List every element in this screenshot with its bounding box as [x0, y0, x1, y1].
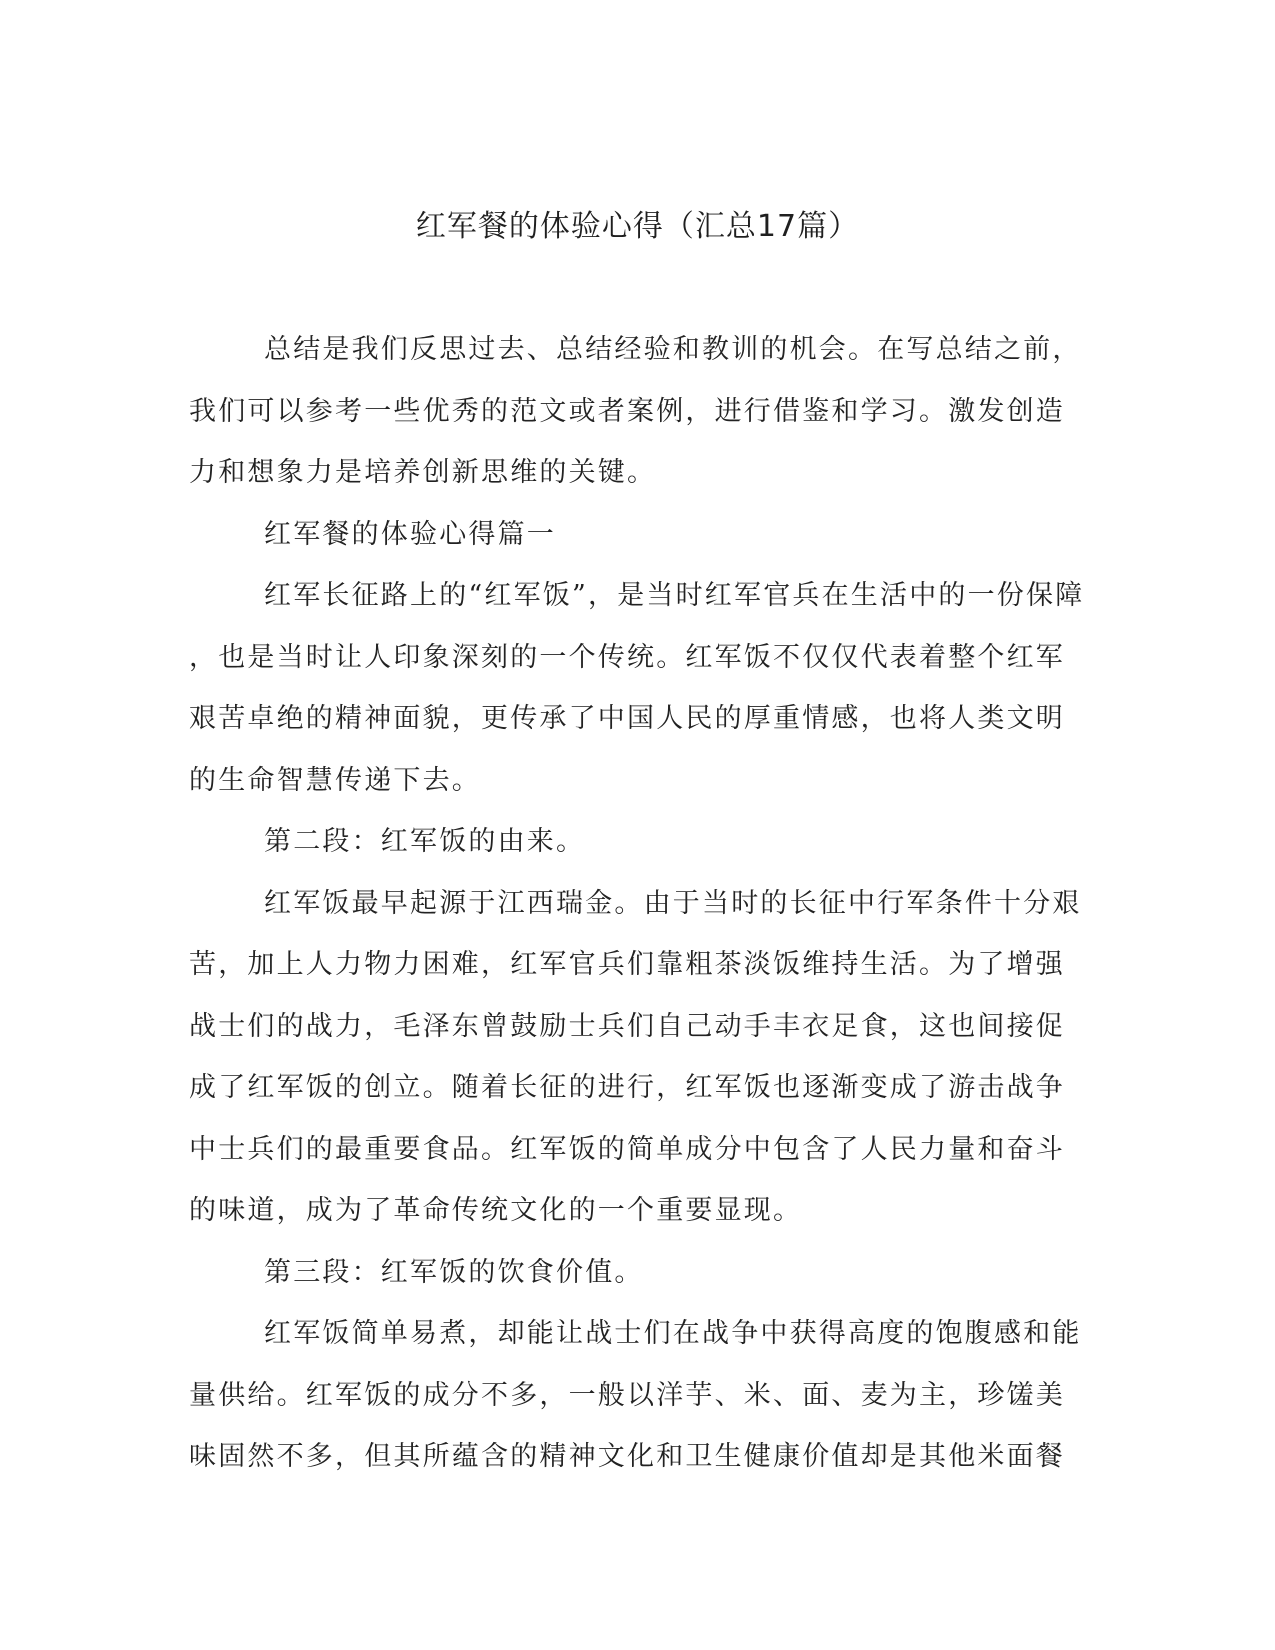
body-line: 量供给。红军饭的成分不多，一般以洋芋、米、面、麦为主，珍馐美 — [189, 1379, 1065, 1411]
body-line: 第三段：红军饭的饮食价值。 — [264, 1256, 644, 1288]
body-line: 的味道，成为了革命传统文化的一个重要显现。 — [189, 1195, 803, 1226]
body-line: 成了红军饭的创立。随着长征的进行，红军饭也逐渐变成了游击战争 — [189, 1072, 1065, 1103]
body-line: 总结是我们反思过去、总结经验和教训的机会。在写总结之前， — [264, 334, 1082, 365]
body-line: 战士们的战力，毛泽东曾鼓励士兵们自己动手丰衣足食，这也间接促 — [189, 1010, 1065, 1042]
body-line: 红军饭简单易煮，却能让战士们在战争中获得高度的饱腹感和能 — [264, 1318, 1082, 1349]
body-line: 第二段：红军饭的由来。 — [264, 826, 586, 857]
document-body — [189, 330, 1085, 1499]
body-line: 苦，加上人力物力困难，红军官兵们靠粗茶淡饭维持生活。为了增强 — [189, 949, 1065, 980]
body-line: 中士兵们的最重要食品。红军饭的简单成分中包含了人民力量和奋斗 — [189, 1133, 1065, 1165]
document-title: 红军餐的体验心得（汇总17篇） — [415, 209, 860, 244]
body-line: 力和想象力是培养创新思维的关键。 — [189, 457, 657, 488]
body-line: 味固然不多，但其所蕴含的精神文化和卫生健康价值却是其他米面餐 — [189, 1441, 1065, 1472]
body-line: ，也是当时让人印象深刻的一个传统。红军饭不仅仅代表着整个红军 — [189, 641, 1065, 673]
body-line: 的生命智慧传递下去。 — [189, 764, 481, 796]
body-line: 艰苦卓绝的精神面貌，更传承了中国人民的厚重情感，也将人类文明 — [189, 703, 1065, 734]
body-line: 我们可以参考一些优秀的范文或者案例，进行借鉴和学习。激发创造 — [189, 395, 1065, 427]
body-line: 红军饭最早起源于江西瑞金。由于当时的长征中行军条件十分艰 — [264, 887, 1082, 919]
body-line: 红军餐的体验心得篇一 — [264, 518, 556, 550]
body-line: 红军长征路上的“红军饭”，是当时红军官兵在生活中的一份保障 — [264, 580, 1085, 611]
